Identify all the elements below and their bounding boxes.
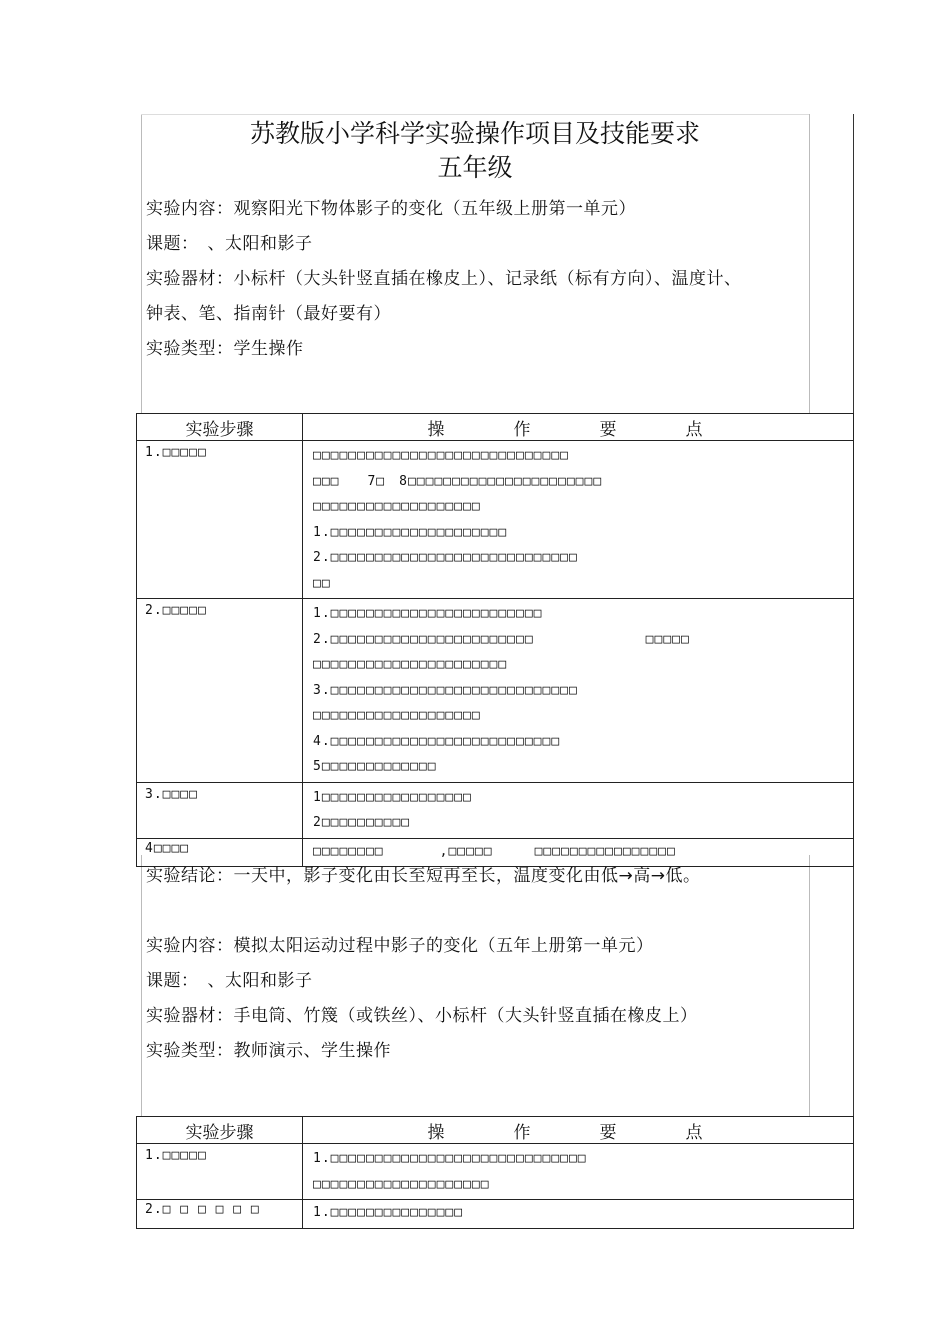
experiment-content-2: 实验内容：模拟太阳运动过程中影子的变化（五年上册第一单元） (146, 936, 654, 956)
point-line: 1.□□□□□□□□□□□□□□□ (313, 1205, 464, 1220)
point-line: □□□□□□□□□□□□□□□□□□□□ (313, 1176, 490, 1192)
materials-1-line-2: 钟表、笔、指南针（最好要有） (146, 304, 391, 324)
point-line: 4.□□□□□□□□□□□□□□□□□□□□□□□□□□ (313, 733, 561, 749)
point-line: 2.□□□□□□□□□□□□□□□□□□□□□□□□□□□□ (313, 550, 578, 565)
step-name: 1.□□□□□ (145, 445, 207, 460)
table-row (137, 599, 854, 783)
point-line: 5□□□□□□□□□□□□□ (313, 759, 437, 774)
point-line: □□□ 7□ 8□□□□□□□□□□□□□□□□□□□□□□ (313, 473, 603, 489)
point-line: 1.□□□□□□□□□□□□□□□□□□□□ (313, 524, 508, 540)
point-line: 1□□□□□□□□□□□□□□□□□ (313, 789, 472, 805)
step-name: 4□□□□ (145, 840, 190, 856)
point-line: □□□□□□□□□□□□□□□□□□□□□□ (313, 657, 508, 672)
experiment-content-1: 实验内容：观察阳光下物体影子的变化（五年级上册第一单元） (146, 199, 636, 219)
frame-right-line-2 (809, 855, 810, 1117)
table-header-row (137, 414, 854, 441)
conclusion-1: 实验结论：一天中，影子变化由长至短再至长，温度变化由低→高→低。 (146, 866, 701, 886)
step-name: 2.□ □ □ □ □ □ (145, 1202, 260, 1217)
experiment-type-2: 实验类型：教师演示、学生操作 (146, 1041, 391, 1061)
steps-table-1 (136, 413, 854, 867)
point-line: □□□□□□□□□□□□□□□□□□□ (313, 499, 481, 514)
doc-title: 苏教版小学科学实验操作项目及技能要求 (249, 119, 700, 148)
experiment-type-1: 实验类型：学生操作 (146, 339, 304, 359)
table-header-row (137, 1117, 854, 1144)
point-line: □□□□□□□□ ,□□□□□ □□□□□□□□□□□□□□□□ (313, 843, 676, 859)
materials-2: 实验器材：手电筒、竹篾（或铁丝）、小标杆（大头针竖直插在橡皮上） (146, 1006, 698, 1026)
point-line: 2□□□□□□□□□□ (313, 815, 411, 830)
point-line: 3.□□□□□□□□□□□□□□□□□□□□□□□□□□□□ (313, 682, 578, 698)
step-name: 3.□□□□ (145, 786, 198, 802)
step-name: 2.□□□□□ (145, 603, 207, 618)
point-line: 1.□□□□□□□□□□□□□□□□□□□□□□□□□□□□□ (313, 1151, 587, 1166)
table-row (137, 1144, 854, 1200)
lesson-1: 课题： 、太阳和影子 (146, 234, 313, 254)
steps-table-2 (136, 1116, 854, 1229)
point-line: □□□□□□□□□□□□□□□□□□□□□□□□□□□□□ (313, 448, 569, 463)
materials-1-line-1: 实验器材：小标杆（大头针竖直插在橡皮上）、记录纸（标有方向）、温度计、 (146, 269, 742, 289)
point-line: 2.□□□□□□□□□□□□□□□□□□□□□□□ □□□□□ (313, 631, 690, 647)
grade-title: 五年级 (437, 153, 513, 182)
frame-outer-right-2 (853, 855, 854, 1117)
header-step: 实验步骤 (137, 414, 303, 441)
point-line: 1.□□□□□□□□□□□□□□□□□□□□□□□□ (313, 606, 543, 621)
header-points: 操 作 要 点 (303, 1117, 854, 1144)
table-row (137, 782, 854, 838)
step-name: 1.□□□□□ (145, 1148, 207, 1163)
header-points: 操 作 要 点 (303, 414, 854, 441)
point-line: □□□□□□□□□□□□□□□□□□□ (313, 708, 481, 723)
point-line: □□ (313, 575, 331, 591)
lesson-2: 课题： 、太阳和影子 (146, 971, 313, 991)
table-row (137, 1200, 854, 1229)
frame-left-line-2 (141, 855, 142, 1117)
header-step: 实验步骤 (137, 1117, 303, 1144)
table-row (137, 441, 854, 599)
